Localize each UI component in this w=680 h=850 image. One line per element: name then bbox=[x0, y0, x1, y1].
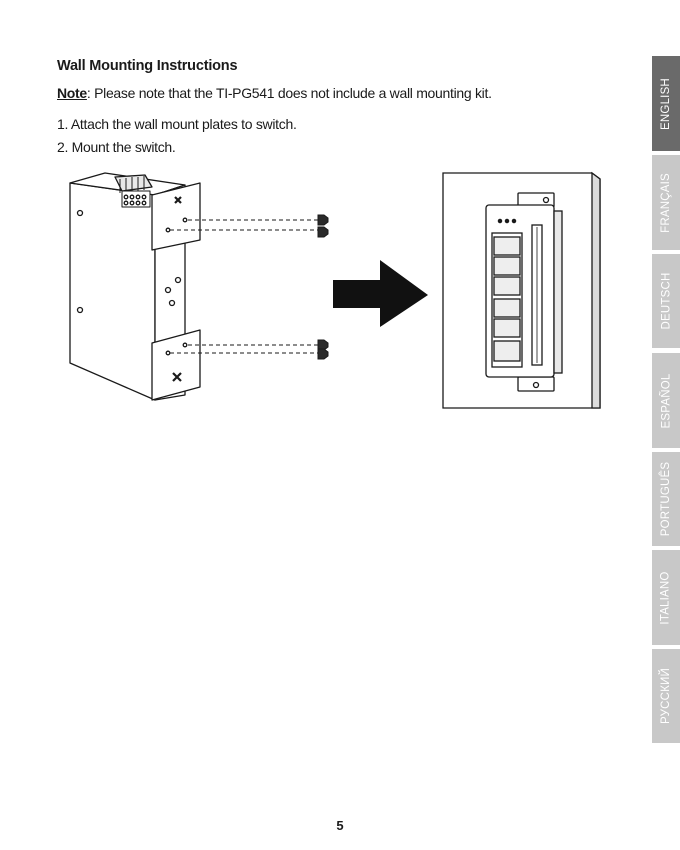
section-heading: Wall Mounting Instructions bbox=[57, 58, 238, 74]
note-text: : Please note that the TI-PG541 does not include a wall mounting kit. bbox=[86, 85, 492, 101]
step-2: 2. Mount the switch. bbox=[57, 139, 176, 155]
wall-mount-illustration bbox=[60, 165, 620, 415]
tab-francais-label: FRANÇAIS bbox=[660, 172, 672, 233]
tab-deutsch[interactable] bbox=[652, 254, 680, 348]
step-1: 1. Attach the wall mount plates to switch. bbox=[57, 116, 297, 132]
screws bbox=[318, 215, 328, 359]
direction-arrow bbox=[333, 260, 428, 327]
tab-espanol-label: ESPAÑOL bbox=[660, 373, 672, 428]
note-label: Note bbox=[57, 85, 87, 101]
page-number: 5 bbox=[336, 818, 344, 833]
mounted-switch-drawing bbox=[443, 173, 600, 408]
tab-english[interactable] bbox=[652, 56, 680, 151]
tab-russian-label: РУССКИЙ bbox=[660, 668, 672, 724]
switch-with-plates-drawing bbox=[70, 173, 200, 400]
tab-portugues-label: PORTUGUÊS bbox=[660, 461, 672, 537]
tab-portugues[interactable] bbox=[652, 452, 680, 546]
tab-deutsch-label: DEUTSCH bbox=[660, 272, 672, 330]
tab-english-label: ENGLISH bbox=[660, 77, 673, 130]
note-paragraph bbox=[57, 85, 492, 101]
tab-italiano-label: ITALIANO bbox=[660, 570, 672, 625]
tab-russian[interactable] bbox=[652, 649, 680, 743]
tab-italiano[interactable] bbox=[652, 550, 680, 645]
tab-francais[interactable] bbox=[652, 155, 680, 250]
tab-espanol[interactable] bbox=[652, 353, 680, 448]
